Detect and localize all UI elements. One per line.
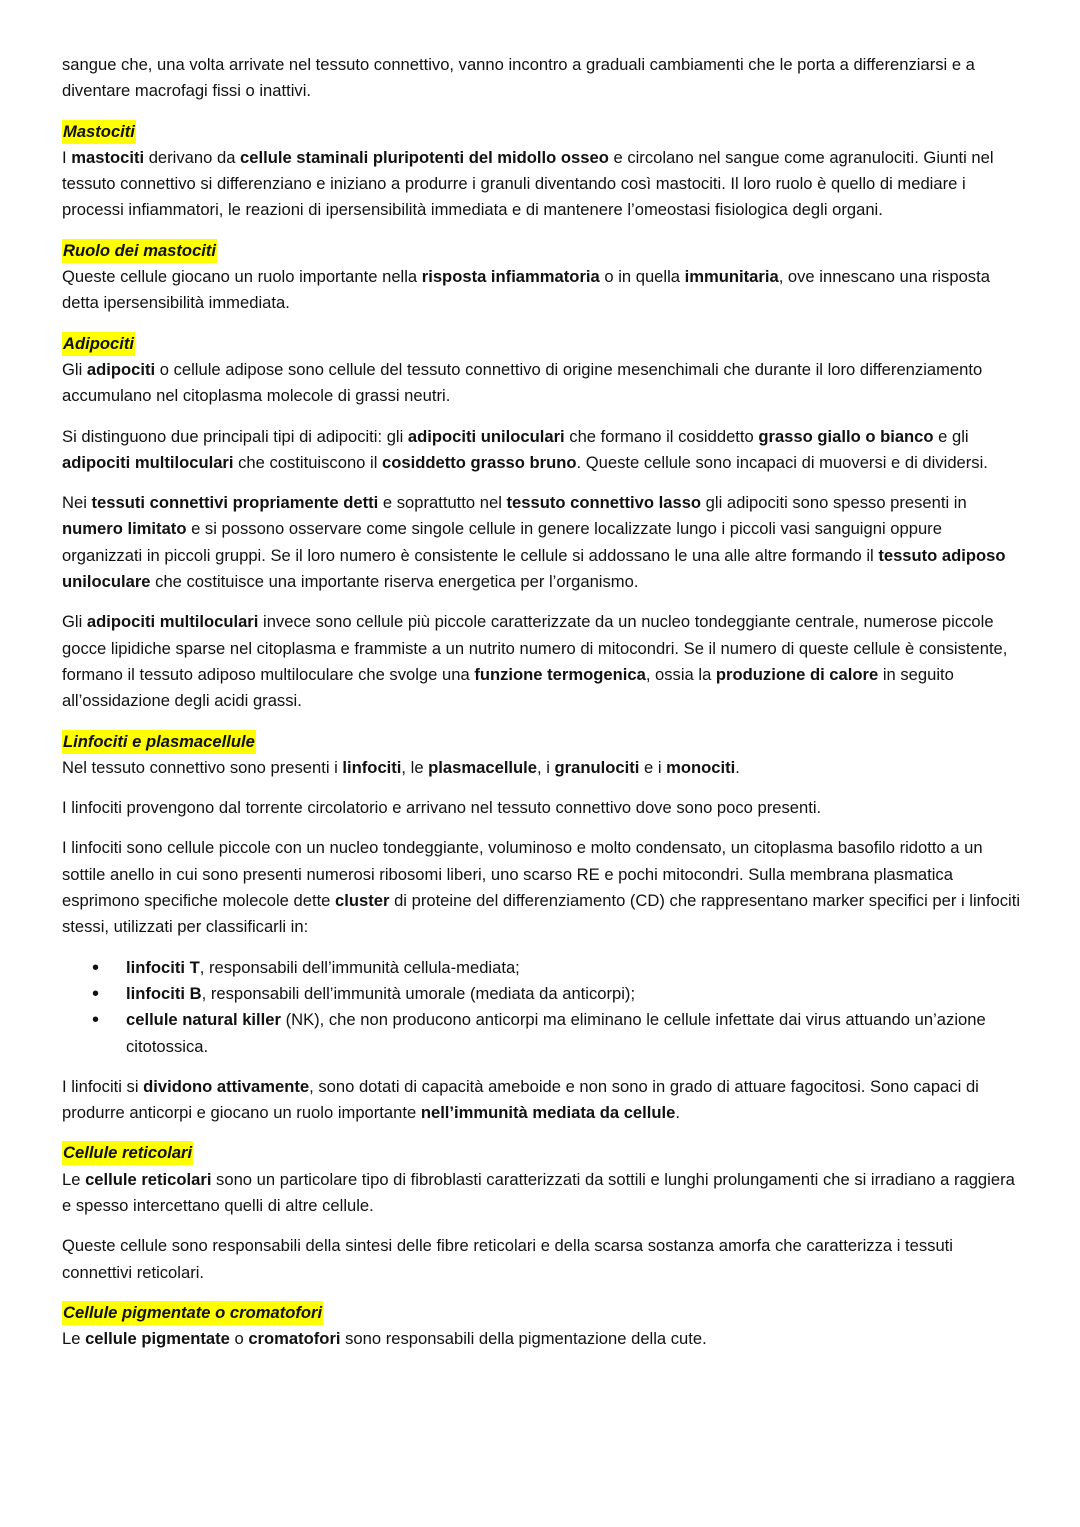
text-run: . Queste cellule sono incapaci di muoversi e di dividersi. <box>576 452 988 472</box>
section-mastociti <box>62 119 1022 224</box>
text-run: , ossia la <box>645 664 716 684</box>
bold-term: adipociti multiloculari <box>62 452 234 472</box>
text-run: derivano da <box>144 147 241 167</box>
paragraph <box>62 835 1022 940</box>
text-run: , responsabili dell’immunità umorale (mediata da anticorpi); <box>201 983 636 1003</box>
section-heading-adipociti: Adipociti <box>62 332 135 356</box>
text-run: di proteine del differenziamento (CD) che rappresentano marker specifici per i linfociti stessi, utilizzati per classificarli in: <box>62 891 1021 937</box>
list-item <box>62 1007 1022 1060</box>
bold-term: numero limitato <box>62 519 187 539</box>
paragraph <box>62 424 1022 477</box>
text-run: , sono dotati di capacità ameboide e non sono in grado di attuare fagocitosi. Sono capaci di produrre anticorpi e giocano un ruolo importante <box>62 1076 979 1123</box>
text-run: (NK), che non producono anticorpi ma eliminano le cellule infettate dai virus attuando un’azione citotossica. <box>126 1010 986 1056</box>
bold-term: adipociti multiloculari <box>86 612 259 632</box>
paragraph <box>62 795 1022 821</box>
text-run: Nei <box>62 493 92 513</box>
section-pigmentate <box>62 1300 1022 1353</box>
text-run: I linfociti provengono dal torrente circolatorio e arrivano nel tessuto connettivo dove sono poco presenti. <box>62 798 822 818</box>
bold-term: cellule natural killer <box>126 1010 281 1030</box>
paragraph <box>62 1074 1022 1127</box>
text-run: Gli <box>62 612 87 632</box>
bold-term: linfociti B <box>126 983 202 1003</box>
section-heading-linfociti: Linfociti e plasmacellule <box>62 730 256 754</box>
text-run: invece sono cellule più piccole caratterizzate da un nucleo tondeggiante centrale, numerose piccole gocce lipidiche sparse nel citoplasma e frammiste a un nutrito numero di mitocondri. Se il numero di queste cellule è consistente, formano il tessuto adiposo multiloculare che svolge una <box>62 612 1008 684</box>
bold-term: adipociti uniloculari <box>407 426 565 446</box>
bold-term: tessuto connettivo lasso <box>506 493 702 513</box>
section-reticolari <box>62 1140 1022 1219</box>
section-heading-mastociti: Mastociti <box>62 120 136 144</box>
bold-term: adipociti <box>86 359 156 379</box>
text-run: . <box>735 757 740 777</box>
bold-term: cromatofori <box>248 1329 341 1349</box>
list-item <box>62 955 1022 981</box>
paragraph <box>62 357 1022 410</box>
section-linfociti <box>62 729 1022 782</box>
bold-term: cluster <box>335 891 390 911</box>
bold-term: risposta infiammatoria <box>421 267 600 287</box>
bold-term: linfociti T <box>126 957 200 977</box>
bold-term: tessuti connettivi propriamente detti <box>91 493 379 513</box>
text-run: e circolano nel sangue come agranulociti. Giunti nel tessuto connettivo si differenziano e iniziano a produrre i granuli diventando così mastociti. Il loro ruolo è quello di mediare i processi infiammatori, le reazioni di ipersensibilità immediata e di mantenere l’omeostasi fisiologica degli organi. <box>62 147 994 220</box>
paragraph <box>62 145 1022 224</box>
text-run: e soprattutto nel <box>378 493 507 513</box>
bullet-list <box>62 955 1022 1060</box>
text-run: in seguito all’ossidazione degli acidi grassi. <box>62 664 954 711</box>
section-ruolo-mastociti <box>62 238 1022 317</box>
paragraph <box>62 1233 1022 1286</box>
bold-term: monociti <box>666 757 736 777</box>
text-run: , i <box>537 757 555 777</box>
text-run: gli adipociti sono spesso presenti in <box>701 493 967 513</box>
text-run: I linfociti sono cellule piccole con un nucleo tondeggiante, voluminoso e molto condensato, un citoplasma basofilo ridotto a un sottile anello in cui sono presenti numerosi ribosomi liberi, uno scarso RE e pochi mitocondri. Sulla membrana plasmatica esprimono specifiche molecole dette <box>62 838 983 911</box>
intro-paragraph <box>62 52 1022 105</box>
bold-term: mastociti <box>71 147 145 167</box>
paragraph <box>62 264 1022 317</box>
text-run: Le <box>62 1329 86 1349</box>
text-run: e si possono osservare come singole cellule in genere localizzate lungo i piccoli vasi sanguigni oppure organizzati in piccoli gruppi. Se il loro numero è consistente le cellule si addossano le una alle altre formando il <box>62 519 942 565</box>
text-run: e gli <box>933 426 969 446</box>
bold-term: nell’immunità mediata da cellule <box>420 1103 676 1123</box>
text-run: Queste cellule sono responsabili della sintesi delle fibre reticolari e della scarsa sostanza amorfa che caratterizza i tessuti connettivi reticolari. <box>62 1236 953 1282</box>
section-adipociti <box>62 331 1022 410</box>
text-run: , le <box>401 757 429 777</box>
paragraph <box>62 1167 1022 1220</box>
text-run: che formano il cosiddetto <box>564 426 759 446</box>
paragraph <box>62 609 1022 714</box>
section-heading-pigmentate: Cellule pigmentate o cromatofori <box>62 1301 323 1325</box>
section-heading-reticolari: Cellule reticolari <box>62 1141 193 1165</box>
text-run: sono un particolare tipo di fibroblasti caratterizzati da sottili e lunghi prolungamenti che si irradiano a raggiera e spesso intercettano quelli di altre cellule. <box>62 1169 1015 1215</box>
text-run: Le <box>62 1169 86 1189</box>
text-run: o cellule adipose sono cellule del tessuto connettivo di origine mesenchimali che durante il loro differenziamento accumulano nel citoplasma molecole di grassi neutri. <box>62 359 983 406</box>
bold-term: produzione di calore <box>715 664 879 684</box>
bold-term: immunitaria <box>684 267 779 287</box>
text-run: e i <box>639 757 667 777</box>
bold-term: linfociti <box>342 757 402 777</box>
text-run: Queste cellule giocano un ruolo importante nella <box>62 267 422 287</box>
bold-term: funzione termogenica <box>474 664 646 684</box>
text-run: che costituiscono il <box>233 452 382 472</box>
bold-term: cosiddetto grasso bruno <box>382 452 577 472</box>
bold-term: cellule reticolari <box>85 1169 212 1189</box>
text-run: , responsabili dell’immunità cellula-mediata; <box>199 957 520 977</box>
text-run: . <box>675 1103 680 1123</box>
text-run: I linfociti si <box>62 1076 144 1096</box>
text-run: I <box>62 147 72 167</box>
text-run: Gli <box>62 359 87 379</box>
bold-term: plasmacellule <box>428 757 538 777</box>
text-run: Si distinguono due principali tipi di adipociti: gli <box>62 426 408 446</box>
bold-term: cellule pigmentate <box>85 1329 230 1349</box>
bold-term: tessuto adiposo uniloculare <box>62 545 1006 592</box>
paragraph <box>62 755 1022 781</box>
text-run: sono responsabili della pigmentazione della cute. <box>340 1329 707 1349</box>
bold-term: cellule staminali pluripotenti del midollo osseo <box>240 147 609 167</box>
document-page <box>62 52 1022 1366</box>
text-run: o <box>229 1329 249 1349</box>
text-run: o in quella <box>599 267 685 287</box>
bold-term: granulociti <box>554 757 640 777</box>
section-heading-ruolo-mastociti: Ruolo dei mastociti <box>62 239 217 263</box>
text-run: , ove innescano una risposta detta ipersensibilità immediata. <box>62 267 990 313</box>
bold-term: dividono attivamente <box>143 1076 310 1096</box>
paragraph <box>62 490 1022 595</box>
text-run: sangue che, una volta arrivate nel tessuto connettivo, vanno incontro a graduali cambiamenti che le porta a differenziarsi e a diventare macrofagi fissi o inattivi. <box>62 55 975 101</box>
bold-term: grasso giallo o bianco <box>758 426 934 446</box>
list-item <box>62 981 1022 1007</box>
text-run: Nel tessuto connettivo sono presenti i <box>62 757 343 777</box>
paragraph <box>62 1326 1022 1352</box>
text-run: che costituisce una importante riserva energetica per l’organismo. <box>150 572 639 592</box>
